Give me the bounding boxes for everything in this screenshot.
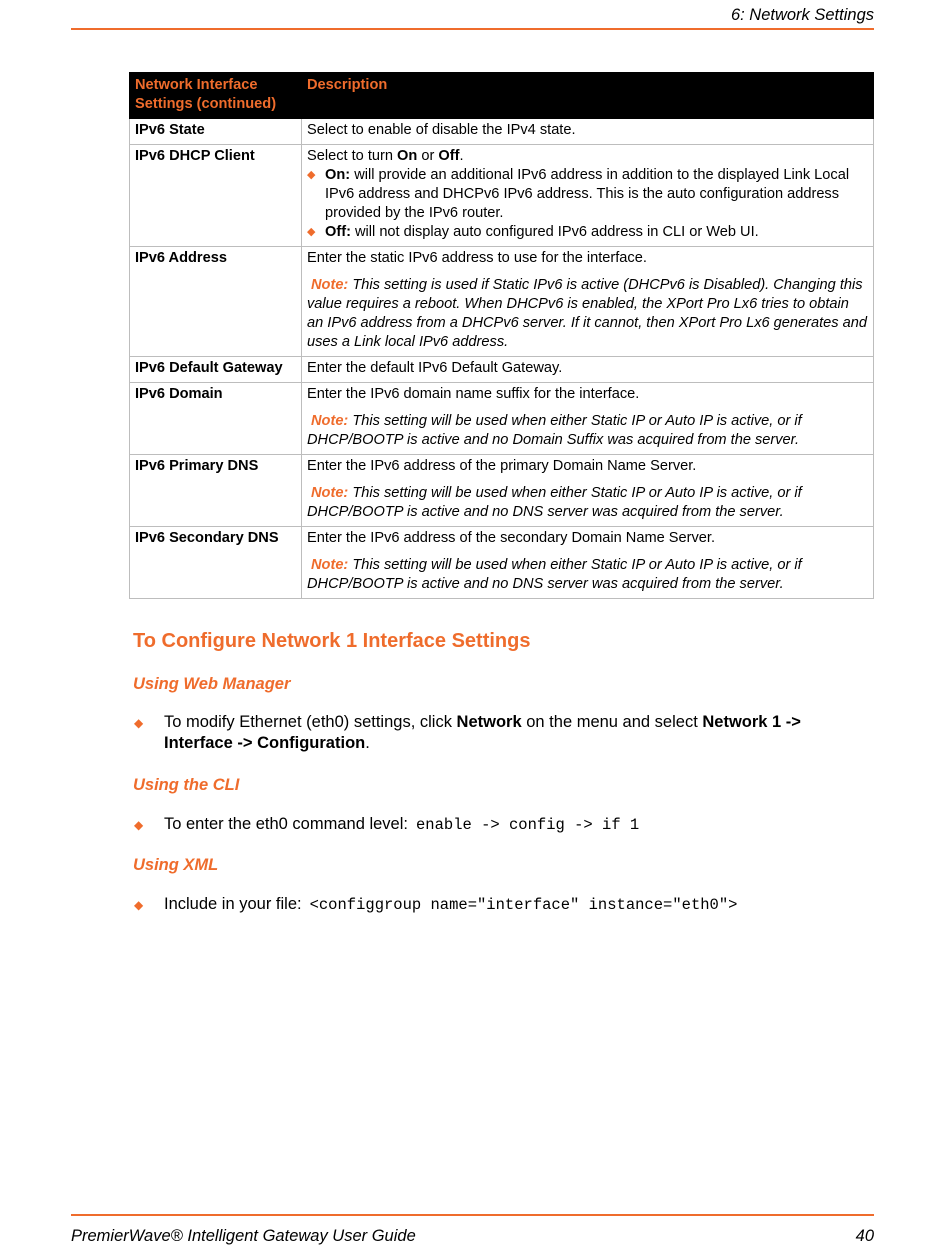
row-name: IPv6 DHCP Client: [130, 145, 302, 247]
row-name: IPv6 State: [130, 119, 302, 145]
orange-diamond-icon: ◆: [134, 898, 144, 912]
web-manager-step-text: [164, 712, 854, 754]
note-text: This setting will be used when either Static IP or Auto IP is active, or if DHCP/BOOTP is active and no DNS server was acquired from the server.: [307, 557, 802, 592]
table-row: [130, 527, 874, 599]
orange-diamond-icon: ◆: [134, 716, 144, 730]
row-name: IPv6 Primary DNS: [130, 455, 302, 527]
orange-diamond-icon: ◆: [307, 169, 316, 181]
table-row: [130, 455, 874, 527]
note-label: Note:: [311, 485, 349, 501]
table-row: [130, 119, 874, 145]
note-text: This setting is used if Static IPv6 is active (DHCPv6 is Disabled). Changing this value requires a reboot. When DHCPv6 is enabled, the XPort Pro Lx6 tries to obtain an IPv6 address from a DHCPv6 server. If it cannot, then XPort Pro Lx6 generates and uses a Link local IPv6 address.: [307, 277, 867, 350]
off-word: Off: [438, 148, 460, 164]
table-row: [130, 247, 874, 357]
header-rule: [71, 28, 874, 30]
network-menu-label: Network: [456, 713, 522, 731]
web-manager-step: [134, 712, 854, 754]
table-header-settings: Network Interface Settings (continued): [130, 73, 302, 119]
or-word: or: [417, 148, 439, 164]
row-name: IPv6 Domain: [130, 383, 302, 455]
intro-text: Select to turn: [307, 148, 398, 164]
table-row: [130, 357, 874, 383]
step-text: To modify Ethernet (eth0) settings, click: [164, 713, 457, 731]
xml-step-text: [164, 894, 854, 916]
step-text: To enter the eth0 command level:: [164, 815, 408, 833]
row-description: [302, 383, 874, 455]
note: [307, 412, 867, 450]
row-description: [302, 247, 874, 357]
footer-rule: [71, 1214, 874, 1216]
note: [307, 276, 867, 352]
web-manager-heading: Using Web Manager: [133, 675, 291, 693]
note-label: Note:: [311, 557, 349, 573]
table-header-description: Description: [302, 73, 874, 119]
row-description-text: Enter the IPv6 address of the primary Domain Name Server.: [307, 458, 697, 474]
row-description: [302, 455, 874, 527]
cli-step-text: [164, 814, 854, 836]
note: [307, 556, 867, 594]
network-interface-settings-table: [129, 72, 874, 599]
option-off-text: will not display auto configured IPv6 address in CLI or Web UI.: [350, 224, 759, 240]
row-description: [302, 145, 874, 247]
note-label: Note:: [311, 277, 349, 293]
option-on: [307, 166, 867, 223]
cli-step: [134, 814, 854, 836]
row-description-text: Enter the IPv6 domain name suffix for the interface.: [307, 386, 640, 402]
dhcp-client-intro: [307, 147, 867, 166]
orange-diamond-icon: ◆: [307, 226, 316, 238]
row-name: IPv6 Address: [130, 247, 302, 357]
row-description: Select to enable of disable the IPv4 state.: [302, 119, 874, 145]
row-description-text: Enter the static IPv6 address to use for the interface.: [307, 250, 647, 266]
period: .: [365, 734, 370, 752]
on-word: On: [397, 148, 418, 164]
xml-heading: Using XML: [133, 856, 219, 874]
table-row: [130, 145, 874, 247]
note: [307, 484, 867, 522]
row-description: Enter the default IPv6 Default Gateway.: [302, 357, 874, 383]
cli-command: enable -> config -> if 1: [415, 816, 640, 834]
row-name: IPv6 Default Gateway: [130, 357, 302, 383]
orange-diamond-icon: ◆: [134, 818, 144, 832]
table-row: [130, 383, 874, 455]
menu-path: Network 1 -> Interface -> Configuration: [164, 713, 801, 752]
xml-step: [134, 894, 854, 916]
dhcp-client-options: [307, 166, 867, 242]
note-text: This setting will be used when either Static IP or Auto IP is active, or if DHCP/BOOTP is active and no DNS server was acquired from the server.: [307, 485, 802, 520]
period: .: [459, 148, 464, 164]
step-text: Include in your file:: [164, 895, 302, 913]
option-off-label: Off:: [325, 224, 351, 240]
footer-title: PremierWave® Intelligent Gateway User Guide: [71, 1227, 416, 1245]
option-on-text: will provide an additional IPv6 address in addition to the displayed Link Local IPv6 address and DHCPv6 IPv6 address. This is the auto configuration address provided by the IPv6 router.: [325, 167, 850, 221]
table-header-row: [130, 73, 874, 119]
row-description: [302, 527, 874, 599]
option-on-label: On:: [325, 167, 351, 183]
step-text: on the menu and select: [521, 713, 703, 731]
note-text: This setting will be used when either Static IP or Auto IP is active, or if DHCP/BOOTP is active and no Domain Suffix was acquired from the server.: [307, 413, 802, 448]
chapter-header: 6: Network Settings: [730, 6, 874, 24]
page-number: 40: [855, 1227, 874, 1245]
row-description-text: Enter the IPv6 address of the secondary Domain Name Server.: [307, 530, 716, 546]
section-title: To Configure Network 1 Interface Settings: [133, 630, 531, 652]
row-name: IPv6 Secondary DNS: [130, 527, 302, 599]
cli-heading: Using the CLI: [133, 776, 240, 794]
note-label: Note:: [311, 413, 349, 429]
xml-snippet: <configgroup name="interface" instance="eth0">: [309, 896, 738, 914]
option-off: [307, 223, 867, 242]
